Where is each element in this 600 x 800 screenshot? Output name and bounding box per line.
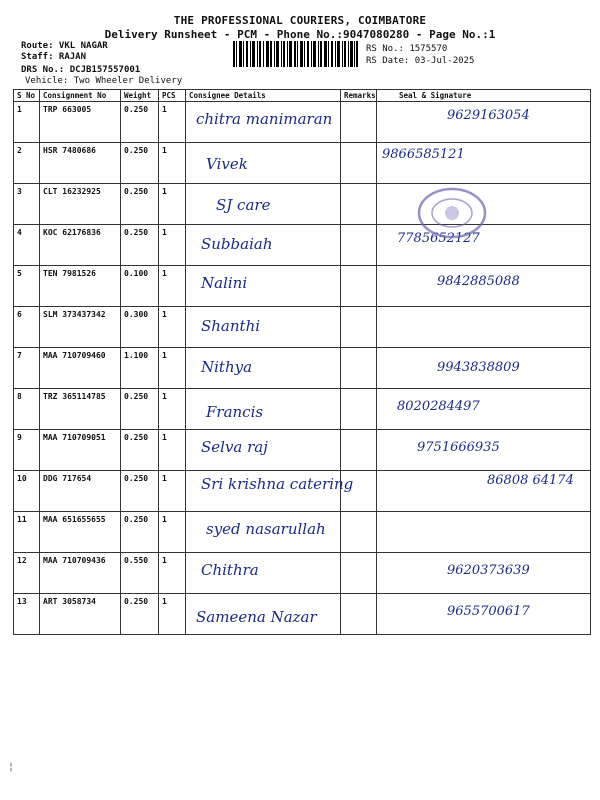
cell-sno: 13 [14, 594, 40, 635]
consignee-handwriting: Selva raj [201, 438, 268, 456]
cell-consignee [186, 348, 341, 389]
cell-pcs: 1 [159, 512, 186, 553]
table-row [14, 184, 591, 225]
signature-handwriting: 8020284497 [397, 399, 480, 414]
consignee-handwriting: Francis [206, 403, 264, 421]
cell-sno: 9 [14, 430, 40, 471]
consignee-handwriting: chitra manimaran [196, 110, 333, 128]
consignee-handwriting: Vivek [206, 155, 248, 173]
staff-label: Staff: RAJAN [21, 52, 87, 62]
cell-seal-signature [377, 594, 591, 635]
cell-consignment: TRZ 365114785 [40, 389, 121, 430]
signature-handwriting: 9620373639 [447, 563, 530, 578]
cell-pcs: 1 [159, 225, 186, 266]
cell-consignment: HSR 7480686 [40, 143, 121, 184]
cell-seal-signature [377, 553, 591, 594]
signature-handwriting: 9655700617 [447, 604, 530, 619]
table-row [14, 307, 591, 348]
cell-remarks [341, 266, 377, 307]
cell-pcs: 1 [159, 594, 186, 635]
cell-consignment: MAA 710709051 [40, 430, 121, 471]
cell-pcs: 1 [159, 266, 186, 307]
cell-weight: 0.250 [121, 184, 159, 225]
table-row [14, 389, 591, 430]
cell-sno: 6 [14, 307, 40, 348]
vehicle-label: Vehicle: Two Wheeler Delivery [25, 76, 183, 86]
table-row [14, 430, 591, 471]
cell-remarks [341, 430, 377, 471]
consignee-handwriting: Sri krishna catering [201, 475, 354, 493]
cell-remarks [341, 594, 377, 635]
cell-seal-signature [377, 430, 591, 471]
route-label: Route: VKL NAGAR [21, 41, 108, 51]
signature-handwriting: 9943838809 [437, 360, 520, 375]
cell-consignee [186, 225, 341, 266]
col-header-pcs: PCS [159, 90, 186, 102]
cell-consignment: MAA 710709460 [40, 348, 121, 389]
cell-pcs: 1 [159, 143, 186, 184]
cell-pcs: 1 [159, 389, 186, 430]
cell-consignee [186, 266, 341, 307]
cell-weight: 0.250 [121, 389, 159, 430]
cell-sno: 5 [14, 266, 40, 307]
cell-consignee [186, 512, 341, 553]
signature-handwriting: 7785652127 [397, 231, 480, 246]
rs-number: RS No.: 1575570 [366, 44, 448, 54]
consignee-handwriting: Chithra [201, 561, 259, 579]
cell-weight: 0.300 [121, 307, 159, 348]
cell-seal-signature [377, 512, 591, 553]
cell-weight: 0.250 [121, 594, 159, 635]
cell-consignee [186, 553, 341, 594]
cell-consignment: MAA 651655655 [40, 512, 121, 553]
cell-seal-signature [377, 143, 591, 184]
cell-seal-signature [377, 471, 591, 512]
table-row [14, 594, 591, 635]
table-row [14, 225, 591, 266]
cell-consignee [186, 430, 341, 471]
cell-consignee [186, 594, 341, 635]
cell-weight: 0.250 [121, 102, 159, 143]
cell-consignee [186, 143, 341, 184]
cell-consignment: TRP 663005 [40, 102, 121, 143]
cell-sno: 4 [14, 225, 40, 266]
signature-handwriting: 86808 64174 [487, 473, 574, 488]
cell-seal-signature [377, 266, 591, 307]
cell-pcs: 1 [159, 102, 186, 143]
cell-sno: 1 [14, 102, 40, 143]
cell-remarks [341, 512, 377, 553]
signature-handwriting: 9751666935 [417, 440, 500, 455]
cell-remarks [341, 143, 377, 184]
cell-consignee [186, 471, 354, 512]
cell-seal-signature [377, 102, 591, 143]
cell-pcs: 1 [159, 307, 186, 348]
col-header-consignee: Consignee Details [186, 90, 341, 102]
cell-weight: 0.550 [121, 553, 159, 594]
col-header-consignment: Consignment No [40, 90, 121, 102]
cell-remarks [341, 184, 377, 225]
runsheet-title: Delivery Runsheet - PCM - Phone No.:9047080280 - Page No.:1 [104, 28, 496, 41]
cell-consignment: MAA 710709436 [40, 553, 121, 594]
cell-sno: 10 [14, 471, 40, 512]
table-header-row [14, 90, 591, 102]
cell-remarks [341, 225, 377, 266]
cell-consignment: KOC 62176836 [40, 225, 121, 266]
consignee-handwriting: Shanthi [201, 317, 261, 335]
col-header-weight: Weight [121, 90, 159, 102]
cell-sno: 7 [14, 348, 40, 389]
consignee-handwriting: Sameena Nazar [196, 608, 317, 626]
cell-consignment: CLT 16232925 [40, 184, 121, 225]
cell-sno: 11 [14, 512, 40, 553]
rs-date: RS Date: 03-Jul-2025 [366, 56, 475, 66]
cell-sno: 3 [14, 184, 40, 225]
cell-remarks [341, 389, 377, 430]
table-row [14, 102, 591, 143]
cell-remarks [341, 348, 377, 389]
drs-number: DRS No.: DCJB157557001 [21, 65, 141, 75]
signature-handwriting: 9629163054 [447, 108, 530, 123]
cell-weight: 0.250 [121, 512, 159, 553]
seal-stamp-icon [415, 185, 490, 240]
cell-consignee [186, 102, 341, 143]
cell-remarks [341, 307, 377, 348]
cell-consignment: TEN 7981526 [40, 266, 121, 307]
signature-handwriting: 9842885088 [437, 274, 520, 289]
company-title: THE PROFESSIONAL COURIERS, COIMBATORE [173, 14, 427, 27]
signature-handwriting: 9866585121 [382, 147, 465, 162]
cell-remarks [341, 553, 377, 594]
runsheet-table [13, 89, 591, 635]
cell-weight: 0.250 [121, 430, 159, 471]
cell-sno: 2 [14, 143, 40, 184]
table-row [14, 143, 591, 184]
cell-pcs: 1 [159, 471, 186, 512]
cell-consignee [186, 389, 341, 430]
cell-weight: 1.100 [121, 348, 159, 389]
cell-weight: 0.250 [121, 471, 159, 512]
consignee-handwriting: Subbaiah [201, 235, 273, 253]
consignee-handwriting: Nalini [201, 274, 248, 292]
cell-weight: 0.100 [121, 266, 159, 307]
consignee-handwriting: SJ care [216, 196, 271, 214]
consignee-handwriting: Nithya [201, 358, 253, 376]
cell-pcs: 1 [159, 184, 186, 225]
cell-pcs: 1 [159, 430, 186, 471]
cell-pcs: 1 [159, 553, 186, 594]
cell-weight: 0.250 [121, 143, 159, 184]
cell-pcs: 1 [159, 348, 186, 389]
cell-remarks [341, 102, 377, 143]
cell-sno: 8 [14, 389, 40, 430]
cell-weight: 0.250 [121, 225, 159, 266]
cell-consignment: SLM 373437342 [40, 307, 121, 348]
barcode-icon [233, 41, 358, 67]
table-row [14, 553, 591, 594]
table-row [14, 266, 591, 307]
cell-consignee [186, 184, 341, 225]
table-row [14, 471, 591, 512]
col-header-seal-signature: Seal & Signature [377, 90, 591, 102]
cell-consignee [186, 307, 341, 348]
table-row [14, 512, 591, 553]
cell-consignment: ART 3058734 [40, 594, 121, 635]
consignee-handwriting: syed nasarullah [206, 520, 326, 538]
cell-sno: 12 [14, 553, 40, 594]
col-header-remarks: Remarks [341, 90, 377, 102]
col-header-sno: S No [14, 90, 40, 102]
cell-seal-signature [377, 348, 591, 389]
cell-consignment: DDG 717654 [40, 471, 121, 512]
margin-mark: ¦ [8, 762, 15, 773]
table-row [14, 348, 591, 389]
cell-seal-signature [377, 307, 591, 348]
cell-seal-signature [377, 389, 591, 430]
cell-remarks [341, 471, 377, 512]
